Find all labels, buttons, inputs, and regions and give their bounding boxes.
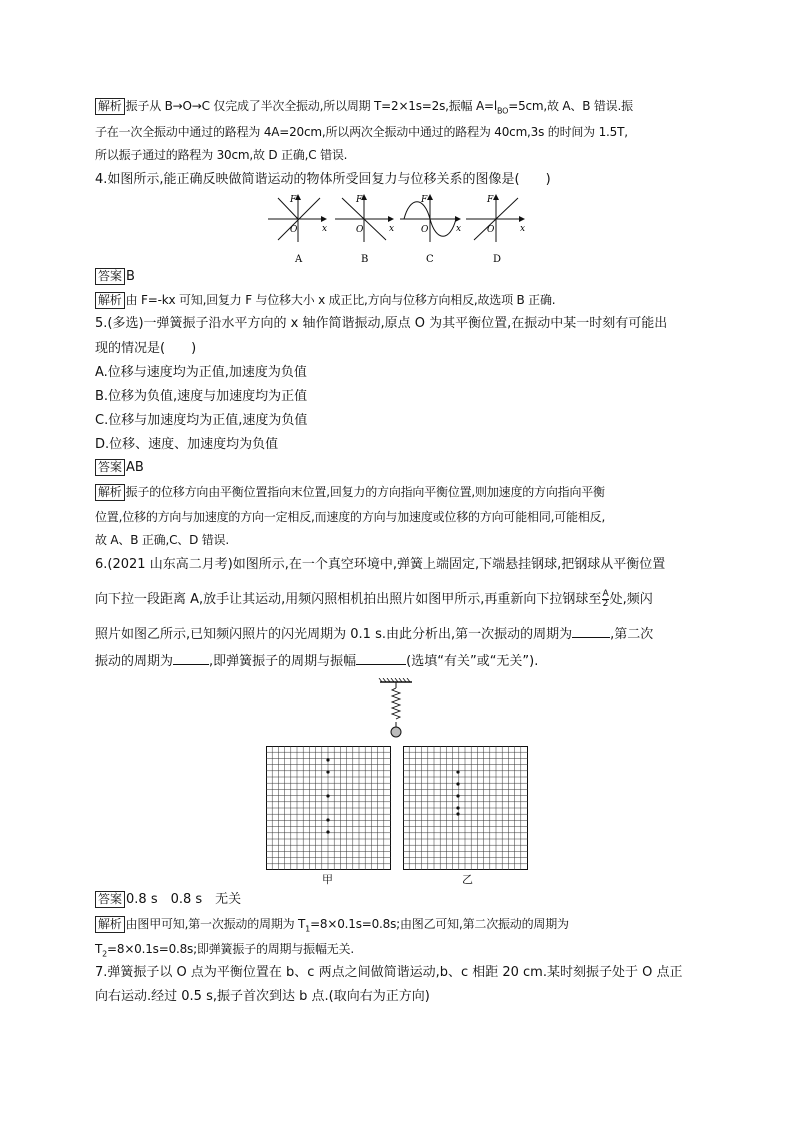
q5-answer: 答案 AB <box>95 458 715 478</box>
q7-line-2: 向右运动.经过 0.5 s,振子首次到达 b 点.(取向右为正方向) <box>95 989 430 1004</box>
answer-tag: 答案 <box>95 459 125 476</box>
graph-c <box>400 195 461 265</box>
graph-d <box>466 195 525 265</box>
analysis-tag: 解析 <box>95 98 125 115</box>
photo-grid-yi <box>403 746 528 870</box>
answer-tag: 答案 <box>95 268 125 285</box>
graph-d-x-label: x <box>520 224 526 234</box>
q5-analysis-line-3: 故 A、B 正确,C、D 错误. <box>95 533 229 547</box>
q6-analysis-line-2: $T_2=8\times 0.1s=0.8s$;即弹簧振子的周期与振幅无关. <box>95 942 354 959</box>
q6-answer: 答案 0.8 s 0.8 s 无关 <box>95 890 715 910</box>
label-yi: 乙 <box>462 873 473 886</box>
q3-analysis-line-1: 解析 振子从 B→O→C 仅完成了半次全振动,所以周期 T=2×1s=2s,振幅 $A=l_{BO}=5cm$,故 A、B 错误.振 <box>95 96 715 121</box>
graph-a-x-label: x <box>322 224 328 234</box>
label-jia: 甲 <box>322 873 333 886</box>
q4-graphs-figure <box>260 190 530 268</box>
q3-analysis-line-3: 所以振子通过的路程为 30cm,故 D 正确,C 错误. <box>95 148 348 162</box>
q4-answer: 答案 B <box>95 267 715 287</box>
q5-question-cont: 现的情况是( ) <box>95 341 197 356</box>
blank-1[interactable] <box>572 625 610 638</box>
q6-line-3: 照片如图乙所示,已知频闪照片的闪光周期为 0.1 s.由此分析出,第一次振动的周期为 ,第二次 <box>95 627 654 642</box>
q5-option-b: B.位移为负值,速度与加速度均为正值 <box>95 389 308 404</box>
graph-d-origin: O <box>487 225 495 235</box>
graph-c-origin: O <box>421 225 429 235</box>
graph-b-label: B <box>361 254 369 265</box>
graph-c-f-label: F <box>421 195 428 205</box>
graph-a <box>268 195 327 265</box>
graph-a-origin: O <box>290 225 298 235</box>
q6-analysis-line-1: 解析 由图甲可知,第一次振动的周期为 $T_1=8\times 0.1s=0.8s$;由图乙可知,第二次振动的周期为 <box>95 914 715 939</box>
q3-analysis-line-2: 子在一次全振动中通过的路程为 4A=20cm,所以两次全振动中通过的路程为 40cm,3s 的时间为 1.5T, <box>95 125 628 139</box>
blank-3[interactable] <box>356 652 406 665</box>
graph-b-x-label: x <box>389 224 395 234</box>
q6-line-1: 6.(2021 山东高二月考)如图所示,在一个真空环境中,弹簧上端固定,下端悬挂钢球,把钢球从平衡位置 <box>95 557 666 572</box>
photo-grid-jia <box>266 746 391 870</box>
graph-b <box>335 195 394 265</box>
q5-option-a: A.位移与速度均为正值,加速度为负值 <box>95 365 307 380</box>
q5-analysis-line-2: 位置,位移的方向与加速度的方向一定相反,而速度的方向与加速度或位移的方向可能相同,可能相反, <box>95 510 606 524</box>
q6-line-2: 向下拉一段距离 A,放手让其运动,用频闪照相机拍出照片如图甲所示,再重新向下拉钢球至 $\frac{A}{2}$ 处,频闪 <box>95 589 653 609</box>
q5-option-d: D.位移、速度、加速度均为负值 <box>95 437 279 452</box>
graph-b-f-label: F <box>356 195 363 205</box>
q5-analysis-line-1: 解析 振子的位移方向由平衡位置指向末位置,回复力的方向指向平衡位置,则加速度的方向指向平衡 <box>95 482 715 502</box>
graph-d-label: D <box>493 254 502 265</box>
q5-question: 5.(多选)一弹簧振子沿水平方向的 x 轴作简谐振动,原点 O 为其平衡位置,在振动中某一时刻有可能出 <box>95 316 668 331</box>
graph-b-origin: O <box>356 225 364 235</box>
graph-c-label: C <box>426 254 434 265</box>
analysis-tag: 解析 <box>95 916 125 933</box>
graph-a-f-label: F <box>290 195 297 205</box>
q4-question: 4.如图所示,能正确反映做简谐运动的物体所受回复力与位移关系的图像是( ) <box>95 172 551 187</box>
graph-c-x-label: x <box>456 224 462 234</box>
fraction-a-over-2: $\frac{A}{2}$ <box>602 589 609 609</box>
spring-figure <box>376 678 416 738</box>
q5-option-c: C.位移与加速度均为正值,速度为负值 <box>95 413 308 428</box>
answer-tag: 答案 <box>95 891 125 908</box>
blank-2[interactable] <box>173 652 209 665</box>
analysis-tag: 解析 <box>95 292 125 309</box>
graph-d-f-label: F <box>487 195 494 205</box>
analysis-tag: 解析 <box>95 484 125 501</box>
q4-analysis: 解析 由 F=-kx 可知,回复力 F 与位移大小 x 成正比,方向与位移方向相反,故选项 B 正确. <box>95 290 715 310</box>
q7-line-1: 7.弹簧振子以 O 点为平衡位置在 b、c 两点之间做简谐运动,b、c 相距 20 cm.某时刻振子处于 O 点正 <box>95 965 683 980</box>
graph-a-label: A <box>295 254 303 265</box>
q6-line-4: 振动的周期为 ,即弹簧振子的周期与振幅 (选填“有关”或“无关”). <box>95 654 539 669</box>
